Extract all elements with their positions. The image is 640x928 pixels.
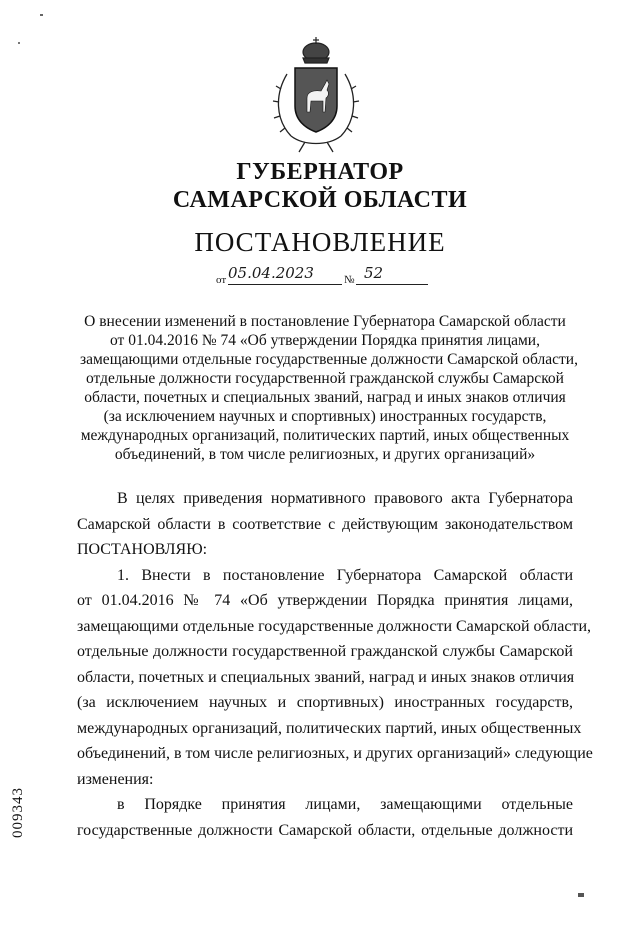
date-prefix: от <box>216 274 227 286</box>
samara-coat-of-arms-icon <box>269 34 363 154</box>
date-underline <box>228 284 342 285</box>
heading-line: (за исключением научных и спортивных) иностранных государств, <box>103 408 547 425</box>
org-title-line-2: САМАРСКОЙ ОБЛАСТИ <box>172 187 468 213</box>
document-body <box>77 486 593 843</box>
number-value: 52 <box>364 264 384 282</box>
body-line: изменения: <box>77 770 154 788</box>
body-line: (за исключением научных и спортивных) иностранных государств, <box>77 694 573 711</box>
body-line: международных организаций, политических партий, иных общественных <box>77 719 582 737</box>
heading-line: от 01.04.2016 № 74 «Об утверждении Порядка принятия лицами, <box>110 332 540 349</box>
heading-line: области, почетных и специальных званий, наград и иных знаков отличия <box>84 389 566 406</box>
body-line: от 01.04.2016 № 74 «Об утверждении Порядка принятия лицами, <box>77 592 573 609</box>
scan-speck <box>40 14 43 16</box>
number-prefix: № <box>344 274 355 286</box>
side-serial-number <box>10 787 34 928</box>
scan-speck <box>18 42 20 44</box>
scan-speck <box>578 893 584 897</box>
side-serial-number-text: 009343 <box>10 787 26 838</box>
body-line: замещающими отдельные государственные должности Самарской области, <box>77 617 592 635</box>
body-line: 1. Внести в постановление Губернатора Самарской области <box>117 566 573 584</box>
heading-line: отдельные должности государственной гражданской службы Самарской <box>86 370 564 387</box>
body-line: государственные должности Самарской области, отдельные должности <box>77 821 573 839</box>
body-line: Самарской области в соответствие с действующим законодательством <box>77 515 573 533</box>
body-line: В целях приведения нормативного правового акта Губернатора <box>117 490 573 507</box>
decree-word: ПОСТАНОВЛЯЮ: <box>77 541 208 558</box>
date-number-line <box>216 262 436 286</box>
number-underline <box>356 284 428 285</box>
heading-line: О внесении изменений в постановление Губернатора Самарской области <box>84 313 566 330</box>
org-title-line-1: ГУБЕРНАТОР <box>236 159 404 185</box>
date-value: 05.04.2023 <box>228 264 314 282</box>
heading-line: замещающими отдельные государственные должности Самарской области, <box>80 351 578 368</box>
body-line: области, почетных и специальных званий, наград и иных знаков отличия <box>77 668 575 686</box>
body-line: в Порядке принятия лицами, замещающими отдельные <box>117 796 573 813</box>
heading-line: объединений, в том числе религиозных, и других организаций» <box>114 446 536 463</box>
heading-line: международных организаций, политических партий, иных общественных <box>80 427 570 444</box>
document-type: ПОСТАНОВЛЕНИЕ <box>194 227 446 257</box>
body-line: отдельные должности государственной гражданской службы Самарской <box>77 643 573 660</box>
body-line: объединений, в том числе религиозных, и других организаций» следующие <box>77 745 593 762</box>
document-heading <box>80 312 578 464</box>
